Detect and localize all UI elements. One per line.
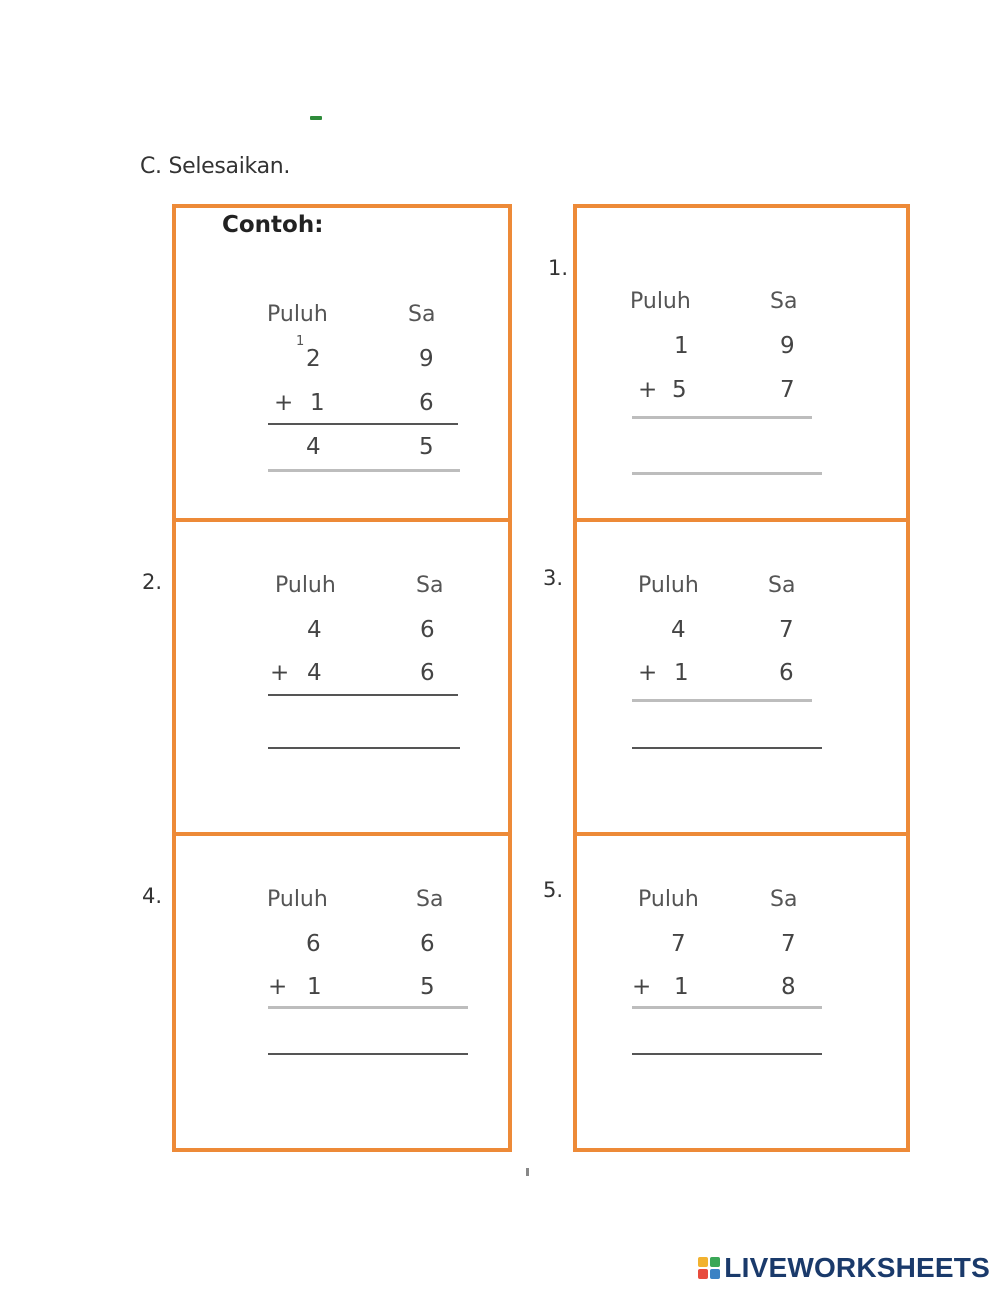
section-title: C. Selesaikan. [140, 154, 291, 179]
problem-2-head-puluh: Puluh [275, 573, 336, 598]
example-top-sa: 9 [419, 346, 434, 372]
problem-4-head-puluh: Puluh [267, 887, 328, 912]
problem-5-answer-line[interactable] [632, 1053, 822, 1055]
problem-5-bottom-puluh: 1 [674, 974, 689, 1000]
problem-1-operator: + [638, 377, 658, 403]
problem-3-answer-line[interactable] [632, 747, 822, 749]
problem-3-top-sa: 7 [779, 617, 794, 643]
problem-3-bottom-puluh: 1 [674, 660, 689, 686]
problem-5-top-sa: 7 [781, 931, 796, 957]
liveworksheets-logo-text: LIVEWORKSHEETS [724, 1252, 990, 1283]
example-operator: + [274, 390, 294, 416]
problem-5-bottom-sa: 8 [781, 974, 796, 1000]
problem-1-head-puluh: Puluh [630, 289, 691, 314]
problem-box-4 [172, 832, 512, 1152]
logo-square-1 [698, 1257, 708, 1267]
logo-square-4 [710, 1269, 720, 1279]
example-box [172, 204, 512, 522]
problem-4-bottom-puluh: 1 [307, 974, 322, 1000]
problem-2-bottom-sa: 6 [420, 660, 435, 686]
problem-1-bottom-sa: 7 [780, 377, 795, 403]
problem-3-top-puluh: 4 [671, 617, 686, 643]
problem-1-bottom-puluh: 5 [672, 377, 687, 403]
problem-4-answer-line[interactable] [268, 1053, 468, 1055]
problem-2-operator: + [270, 660, 290, 686]
problem-5-head-sa: Sa [770, 887, 798, 912]
problem-3-head-puluh: Puluh [638, 573, 699, 598]
example-top-puluh: 2 [306, 346, 321, 372]
problem-label-2: 2. [142, 570, 163, 594]
problem-1-head-sa: Sa [770, 289, 798, 314]
green-mark [310, 116, 322, 120]
example-bottom-sa: 6 [419, 390, 434, 416]
example-title: Contoh: [222, 212, 324, 238]
problem-4-sum-line [268, 1006, 468, 1009]
problem-3-operator: + [638, 660, 658, 686]
problem-1-sum-line [632, 416, 812, 419]
problem-5-head-puluh: Puluh [638, 887, 699, 912]
problem-box-3 [573, 518, 910, 836]
problem-4-top-sa: 6 [420, 931, 435, 957]
problem-2-bottom-puluh: 4 [307, 660, 322, 686]
example-bottom-puluh: 1 [310, 390, 325, 416]
problem-4-head-sa: Sa [416, 887, 444, 912]
problem-2-sum-line [268, 694, 458, 696]
example-answer-puluh: 4 [306, 434, 321, 460]
problem-label-1: 1. [548, 256, 569, 280]
problem-3-bottom-sa: 6 [779, 660, 794, 686]
problem-5-sum-line [632, 1006, 822, 1009]
problem-label-5: 5. [543, 878, 564, 902]
problem-4-bottom-sa: 5 [420, 974, 435, 1000]
problem-5-operator: + [632, 974, 652, 1000]
problem-2-answer-line[interactable] [268, 747, 460, 749]
liveworksheets-logo-icon [698, 1257, 720, 1279]
problem-1-answer-line[interactable] [632, 472, 822, 475]
problem-4-operator: + [268, 974, 288, 1000]
problem-5-top-puluh: 7 [671, 931, 686, 957]
problem-4-top-puluh: 6 [306, 931, 321, 957]
problem-2-top-sa: 6 [420, 617, 435, 643]
problem-2-top-puluh: 4 [307, 617, 322, 643]
example-head-puluh: Puluh [267, 302, 328, 327]
problem-box-2 [172, 518, 512, 836]
liveworksheets-logo[interactable] [698, 1252, 990, 1284]
example-head-sa: Sa [408, 302, 436, 327]
problem-1-top-sa: 9 [780, 333, 795, 359]
problem-box-5 [573, 832, 910, 1152]
problem-label-4: 4. [142, 884, 163, 908]
page-dot [526, 1168, 529, 1176]
example-answer-line [268, 469, 460, 472]
example-carry: 1 [296, 334, 305, 349]
problem-label-3: 3. [543, 566, 564, 590]
problem-3-head-sa: Sa [768, 573, 796, 598]
problem-3-sum-line [632, 699, 812, 702]
logo-square-2 [710, 1257, 720, 1267]
example-answer-sa: 5 [419, 434, 434, 460]
problem-2-head-sa: Sa [416, 573, 444, 598]
example-sum-line [268, 423, 458, 425]
logo-square-3 [698, 1269, 708, 1279]
problem-1-top-puluh: 1 [674, 333, 689, 359]
